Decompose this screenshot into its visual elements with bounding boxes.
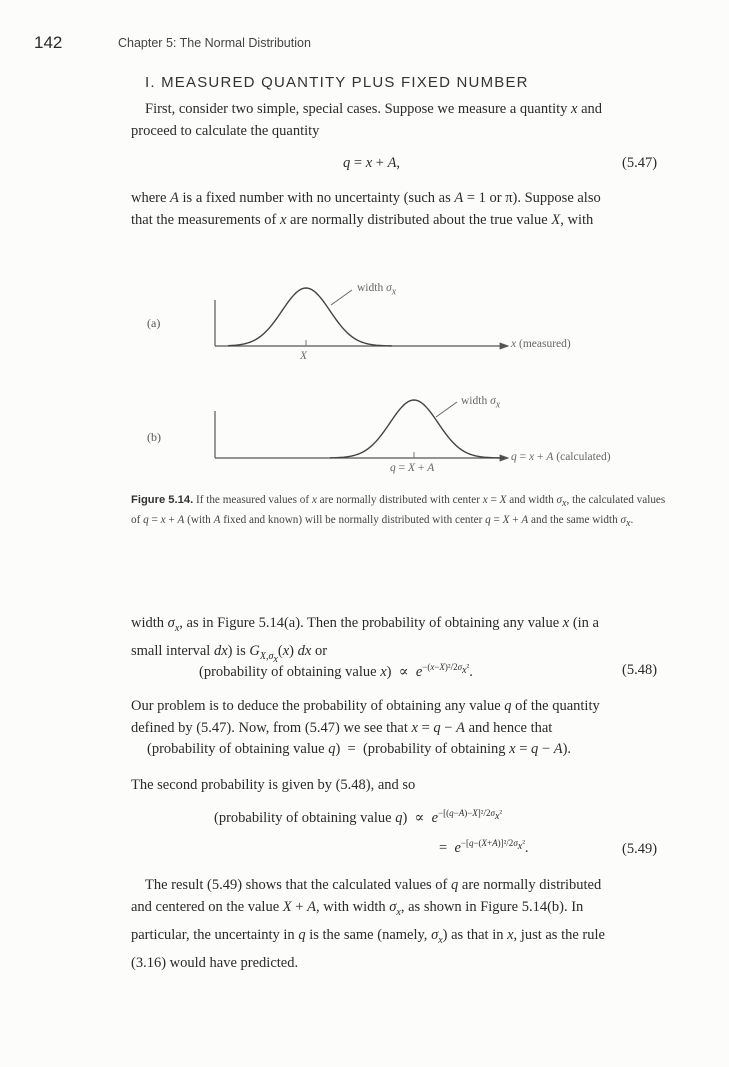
text-line: The second probability is given by (5.48), and so (131, 777, 416, 793)
axis-label-a: x (measured) (511, 338, 571, 350)
text-line: proceed to calculate the quantity (131, 123, 320, 139)
running-head: Chapter 5: The Normal Distribution (118, 36, 311, 50)
paragraph-result (131, 874, 668, 974)
width-label-b: width $\sigma_x$ (461, 395, 501, 411)
equation-5-47: q = x + A, (343, 155, 401, 171)
text-line: width $\sigma_x$, as in Figure 5.14(a). Then the probability of obtaining any value x (in a (131, 615, 599, 634)
equation-5-49-line1: (probability of obtaining value $q) \propto e^{-[(q-A)-X]^2/2\sigma_x^2}$ (214, 808, 503, 826)
equation-probability-equality: (probability of obtaining value q) = (probability of obtaining x = q − A). (147, 741, 572, 757)
paragraph-second-probability (131, 774, 668, 796)
paragraph-deduce (131, 695, 668, 739)
text-line: First, consider two simple, special cases. Suppose we measure a quantity x and (145, 101, 603, 117)
page-number: 142 (34, 33, 63, 52)
text-line: The result (5.49) shows that the calculated values of q are normally distributed (145, 877, 602, 893)
text-line: defined by (5.47). Now, from (5.47) we see that x = q − A and hence that (131, 720, 553, 736)
equation-number: (5.48) (622, 662, 658, 678)
text-line: that the measurements of x are normally distributed about the true value X, with (131, 212, 594, 228)
text-line: small interval dx) is $G_{X,\sigma_x}(x)$ dx or (131, 642, 328, 665)
equation-5-48: (probability of obtaining value $x) \propto e^{-(x-X)^2/2\sigma_x^2}$. (199, 662, 473, 680)
text-line: where A is a fixed number with no uncertainty (such as A = 1 or π). Suppose also (131, 190, 601, 206)
width-pointer-a (331, 290, 352, 305)
text-line: Our problem is to deduce the probability of obtaining any value q of the quantity (131, 698, 600, 714)
panel-label-a: (a) (147, 316, 161, 330)
center-label-b: q = X + A (390, 462, 435, 474)
figure-caption: Figure 5.14. If the measured values of x are normally distributed with center x = X and width $\sigma_x$, the calculated values of q = x + A (with A fixed and known) will be normally distributed with center q = X + A and the same width $\sigma_x$. (131, 494, 666, 530)
text-line: particular, the uncertainty in q is the same (namely, $\sigma_x$) as that in x, just as the rule (131, 926, 605, 946)
text-line: (3.16) would have predicted. (131, 954, 299, 971)
panel-label-b: (b) (147, 430, 161, 444)
equation-5-49-line2: = $e^{-[q-(X+A)]^2/2\sigma_x^2}$. (439, 838, 529, 856)
equation-number: (5.49) (622, 841, 658, 857)
caption-label: Figure 5.14. (131, 494, 194, 506)
section-heading: I. MEASURED QUANTITY PLUS FIXED NUMBER (145, 74, 529, 91)
equation-number: (5.47) (622, 155, 658, 171)
text-line: and centered on the value X + A, with width $\sigma_x$, as shown in Figure 5.14(b). In (131, 899, 584, 918)
axis-label-b: q = x + A (calculated) (511, 451, 611, 463)
width-label-a: width $\sigma_x$ (357, 282, 397, 298)
center-label-a: X (300, 350, 308, 362)
width-pointer-b (436, 402, 457, 417)
